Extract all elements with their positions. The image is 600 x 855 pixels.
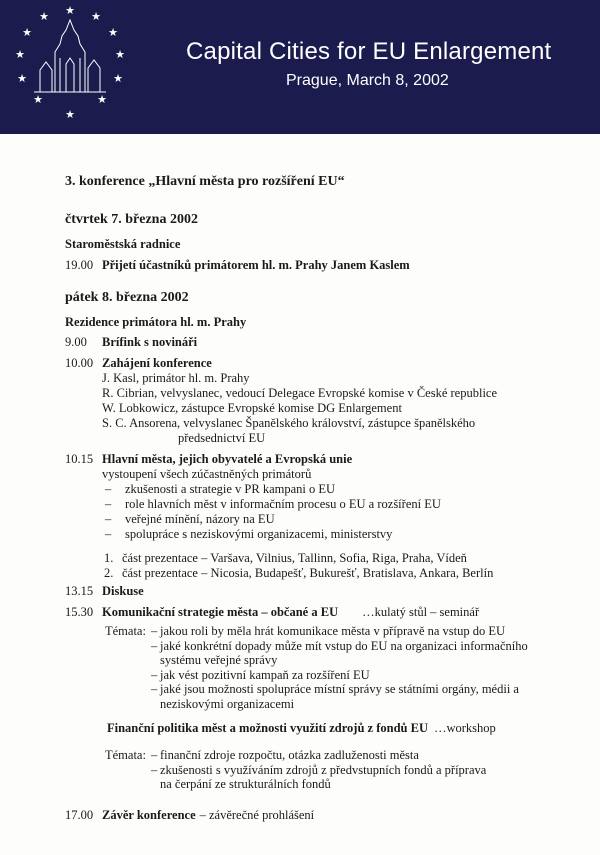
agenda-time: 9.00	[65, 335, 87, 349]
agenda-item	[65, 258, 585, 273]
svg-text:★: ★	[39, 11, 49, 23]
svg-text:★: ★	[108, 27, 118, 39]
header-banner	[0, 0, 600, 134]
agenda-title: Brífink s novináři	[102, 335, 198, 349]
agenda-note: …kulatý stůl – seminář	[362, 605, 480, 619]
topics-label: Témata:	[105, 748, 146, 762]
agenda-title: Závěr konference	[102, 807, 196, 822]
header-subtitle: Prague, March 8, 2002	[286, 72, 449, 89]
list-item-continued: systému veřejné správy	[160, 653, 278, 667]
agenda-item	[65, 808, 585, 823]
topics-label: Témata:	[105, 624, 146, 638]
conference-title: 3. konference „Hlavní města pro rozšíření EU“	[65, 174, 345, 189]
list-item: 1. část prezentace – Varšava, Vilnius, Tallinn, Sofia, Riga, Praha, Vídeň	[104, 551, 467, 565]
svg-text:★: ★	[115, 49, 125, 61]
list-item: – jakou roli by měla hrát komunikace města v přípravě na vstup do EU	[151, 624, 506, 638]
eu-stars-icon	[15, 5, 125, 121]
list-item-continued: neziskovými organizacemi	[160, 696, 295, 711]
list-item: – jak vést pozitivní kampaň za rozšíření EU	[151, 667, 370, 682]
list-item: – veřejné mínění, názory na EU	[105, 512, 275, 526]
speaker-line: S. C. Ansorena, velvyslanec Španělského království, zástupce španělského	[102, 416, 476, 430]
agenda-item	[65, 584, 585, 599]
prague-skyline-stars-logo	[0, 0, 150, 134]
agenda-item	[65, 356, 585, 446]
agenda-time: 13.15	[65, 584, 94, 598]
list-item: – spolupráce s neziskovými organizacemi, ministerstvy	[105, 527, 393, 541]
topics-block	[65, 748, 585, 792]
speaker-line: R. Cibrian, velvyslanec, vedoucí Delegace Evropské komise v České republice	[102, 386, 498, 400]
list-item: – zkušenosti s využíváním zdrojů z předvstupních fondů a příprava	[151, 762, 487, 777]
agenda-note: …workshop	[433, 721, 496, 735]
agenda-title: Finanční politika měst a možnosti využití zdrojů z fondů EU	[107, 721, 428, 735]
agenda-title: Přijetí účastníků primátorem hl. m. Prahy Janem Kaslem	[102, 258, 410, 272]
day1-place: Staroměstská radnice	[65, 237, 181, 251]
day2-place: Rezidence primátora hl. m. Prahy	[65, 315, 247, 329]
agenda-title: Diskuse	[102, 584, 144, 598]
header-title: Capital Cities for EU Enlargement	[186, 38, 552, 65]
agenda-title: Komunikační strategie města – občané a EU	[102, 605, 339, 619]
agenda-time: 15.30	[65, 605, 94, 619]
speaker-line: předsednictví EU	[178, 431, 266, 445]
list-item: – zkušenosti a strategie v PR kampani o EU	[105, 482, 336, 496]
svg-text:★: ★	[91, 11, 101, 23]
day1-date: čtvrtek 7. března 2002	[65, 212, 198, 227]
speaker-line: W. Lobkowicz, zástupce Evropské komise DG Enlargement	[102, 401, 402, 415]
day2-date: pátek 8. března 2002	[65, 290, 189, 305]
svg-text:★: ★	[113, 73, 123, 85]
agenda-note: – závěrečné prohlášení	[199, 807, 315, 822]
agenda-subtitle: vystoupení všech zúčastněných primátorů	[102, 467, 312, 481]
agenda-time: 17.00	[65, 807, 94, 822]
list-item: – jaké konkrétní dopady může mít vstup do EU na organizaci informačního	[151, 638, 528, 653]
svg-text:★: ★	[65, 5, 75, 17]
topics-block	[65, 624, 585, 711]
list-item: – finanční zdroje rozpočtu, otázka zadluženosti města	[151, 748, 419, 762]
list-item: – jaké jsou možnosti spolupráce místní správy se státními orgány, médii a	[151, 682, 519, 696]
svg-text:★: ★	[15, 49, 25, 61]
svg-text:★: ★	[97, 94, 107, 106]
tower-skyline-icon	[34, 20, 106, 92]
agenda-time: 19.00	[65, 258, 94, 272]
svg-text:★: ★	[22, 27, 32, 39]
speaker-line: J. Kasl, primátor hl. m. Prahy	[102, 371, 250, 385]
program-document	[65, 174, 585, 823]
agenda-item	[65, 721, 585, 792]
list-item: 2. část prezentace – Nicosia, Budapešť, Bukurešť, Bratislava, Ankara, Berlín	[104, 566, 494, 580]
agenda-item	[65, 605, 585, 711]
agenda-item	[65, 335, 585, 350]
agenda-time: 10.15	[65, 452, 94, 466]
agenda-item	[65, 452, 585, 581]
svg-text:★: ★	[17, 73, 27, 85]
svg-text:★: ★	[33, 94, 43, 106]
list-item-continued: na čerpání ze strukturálních fondů	[160, 777, 331, 791]
agenda-title: Zahájení konference	[102, 356, 212, 370]
list-item: – role hlavních měst v informačním procesu o EU a rozšíření EU	[105, 497, 441, 511]
agenda-title: Hlavní města, jejich obyvatelé a Evropská unie	[102, 452, 353, 466]
svg-text:★: ★	[65, 109, 75, 121]
agenda-time: 10.00	[65, 356, 94, 370]
